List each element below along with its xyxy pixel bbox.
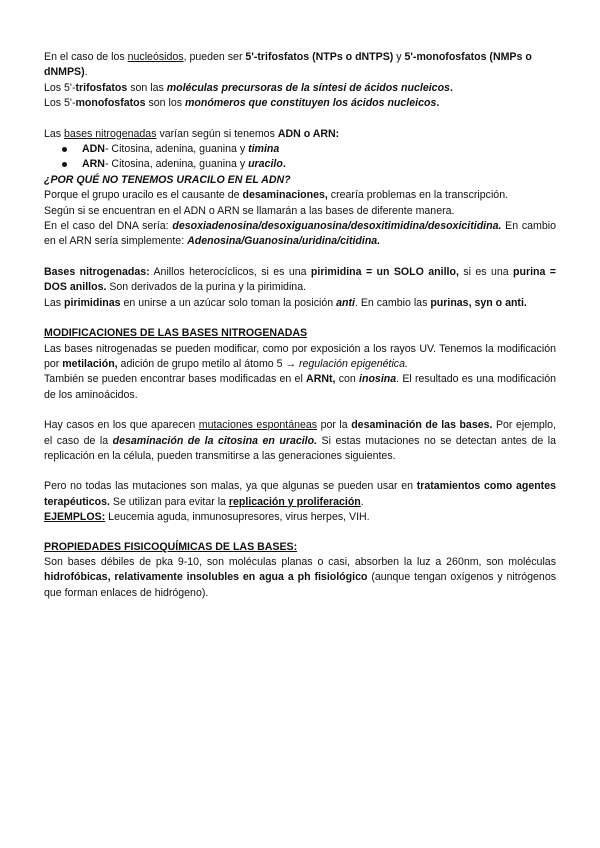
bold-term: pirimidinas bbox=[64, 296, 121, 309]
text: Si estas mutaciones no se detectan antes de la replicación en la célula, pueden transmitirse a las generaciones siguientes. bbox=[44, 434, 556, 462]
bold-italic-term: timina bbox=[248, 143, 280, 156]
text: Se utilizan para evitar la bbox=[109, 495, 229, 508]
bold-underlined-term: EJEMPLOS: bbox=[44, 511, 106, 524]
bold-term: purinas, syn o anti. bbox=[430, 296, 527, 309]
text: si es una bbox=[458, 265, 514, 278]
text: Son bases débiles de pka 9-10, son moléculas planas o casi, absorben la luz a 260nm, son moléculas bbox=[44, 555, 556, 568]
paragraph-trifosfatos bbox=[44, 81, 556, 96]
section-heading: MODIFICACIONES DE LAS BASES NITROGENADAS bbox=[44, 327, 308, 340]
paragraph-nucleosidos bbox=[44, 50, 556, 81]
text: . bbox=[360, 495, 364, 508]
text: son los bbox=[145, 97, 185, 110]
text: Leucemia aguda, inmunosupresores, virus herpes, VIH. bbox=[105, 511, 370, 524]
list-item-adn bbox=[44, 142, 556, 157]
bold-italic-heading: ¿POR QUÉ NO TENEMOS URACILO EN EL ADN? bbox=[44, 173, 291, 186]
paragraph-monofosfatos bbox=[44, 96, 556, 111]
text: Hay casos en los que aparecen bbox=[44, 419, 199, 432]
text: (aunque tengan oxígenos y nitrógenos que forman enlaces de hidrógeno). bbox=[44, 571, 557, 599]
bold-term: desaminación de las bases. bbox=[351, 419, 493, 432]
text: son las bbox=[127, 81, 167, 94]
bold-term: metilación, bbox=[62, 357, 118, 370]
spacer bbox=[44, 112, 556, 127]
text: Por ejemplo, el caso de la bbox=[44, 419, 556, 447]
bold-italic-term: uracilo bbox=[248, 158, 283, 171]
text: , pueden ser bbox=[183, 51, 246, 63]
bold-term: ADN bbox=[82, 143, 105, 156]
text: por la bbox=[317, 419, 352, 432]
document-body bbox=[44, 50, 556, 601]
bold-term: ADN o ARN: bbox=[277, 127, 340, 140]
text: - Citosina, adenina, guanina y bbox=[104, 158, 249, 171]
text: Las bbox=[44, 127, 65, 140]
bold-italic-term: Adenosina/Guanosina/uridina/citidina. bbox=[187, 235, 381, 248]
text: Los 5'- bbox=[44, 81, 76, 94]
text: adición de grupo metilo al átomo 5 → bbox=[117, 357, 299, 370]
text: También se pueden encontrar bases modificadas en el bbox=[44, 373, 307, 386]
bold-term: 5'-trifosfatos (NTPs o dNTPS) bbox=[245, 51, 394, 63]
section-heading: PROPIEDADES FISICOQUÍMICAS DE LAS BASES: bbox=[44, 540, 298, 553]
section-heading-modificaciones bbox=[44, 326, 556, 341]
bold-italic-term: desaminación de la citosina en uracilo. bbox=[112, 434, 318, 447]
paragraph-desaminaciones bbox=[44, 188, 556, 203]
bold-italic-term: monómeros que constituyen los ácidos nucleicos bbox=[184, 97, 437, 110]
text: . bbox=[449, 81, 453, 94]
bold-term: hidrofóbicas, relativamente insolubles en agua a ph fisiológico bbox=[44, 571, 368, 584]
text: Son derivados de la purina y la pirimidina. bbox=[106, 281, 307, 294]
bold-term: trifosfatos bbox=[75, 81, 128, 94]
text: . bbox=[84, 66, 88, 79]
spacer bbox=[44, 250, 556, 265]
paragraph-ejemplos bbox=[44, 510, 556, 525]
text: crearía problemas en la transcripción. bbox=[327, 189, 509, 202]
bases-list bbox=[44, 142, 556, 173]
bold-term: monofosfatos bbox=[75, 97, 146, 110]
text: . El resultado es una modificación de los aminoácidos. bbox=[44, 373, 557, 401]
spacer bbox=[44, 526, 556, 540]
bold-term: desaminaciones, bbox=[242, 189, 328, 202]
text: Las bbox=[44, 296, 65, 309]
text: en unirse a un azúcar solo toman la posición bbox=[120, 296, 337, 309]
section-heading-propiedades bbox=[44, 540, 556, 555]
text: En cambio en el ARN sería simplemente: bbox=[44, 220, 556, 248]
bold-italic-term: moléculas precursoras de la síntesi de ácidos nucleicos bbox=[166, 81, 450, 94]
paragraph-mutaciones bbox=[44, 418, 556, 464]
bold-term: ARNt, bbox=[306, 373, 336, 386]
underlined-term: bases nitrogenadas bbox=[64, 127, 157, 140]
text: . bbox=[282, 158, 286, 171]
paragraph-propiedades bbox=[44, 555, 556, 601]
paragraph-pirimidinas bbox=[44, 296, 556, 311]
text: Porque el grupo uracilo es el causante de bbox=[44, 189, 243, 202]
paragraph-nombres: Según si se encuentran en el ADN o ARN se llamarán a las bases de diferente manera. bbox=[44, 204, 455, 217]
text: y bbox=[393, 51, 405, 63]
bold-underlined-term: replicación y proliferación bbox=[228, 495, 361, 508]
italic-term: regulación epigenética. bbox=[298, 357, 408, 370]
bold-italic-term: inosina bbox=[359, 373, 397, 386]
text: Pero no todas las mutaciones son malas, ya que algunas se pueden usar en bbox=[44, 480, 417, 493]
text: . bbox=[436, 97, 440, 110]
text: Los 5'- bbox=[44, 97, 76, 110]
paragraph-bases-intro bbox=[44, 127, 556, 142]
text: varían según si tenemos bbox=[156, 127, 278, 140]
text: En el caso de los bbox=[44, 51, 128, 63]
bold-term: 5'-monofosfatos (NMPs o dNMPS) bbox=[44, 51, 532, 79]
paragraph-dna-arn bbox=[44, 219, 556, 250]
spacer bbox=[44, 464, 556, 479]
paragraph-metilacion bbox=[44, 342, 556, 373]
bold-italic-term: desoxiadenosina/desoxiguanosina/desoxitimidina/desoxicitidina. bbox=[172, 220, 502, 233]
bold-term: pirimidina = un SOLO anillo, bbox=[310, 265, 459, 278]
underlined-term: nucleósidos bbox=[127, 51, 184, 63]
paragraph-arnt bbox=[44, 372, 556, 403]
bold-term: tratamientos como agentes terapéuticos. bbox=[44, 480, 556, 508]
bold-term: ARN bbox=[82, 158, 105, 171]
text: . En cambio las bbox=[354, 296, 431, 309]
bold-italic-term: anti bbox=[336, 296, 355, 309]
text: Las bases nitrogenadas se pueden modificar, como por exposición a los rayos UV. Tenemos la modificación por bbox=[44, 342, 556, 370]
text: con bbox=[335, 373, 360, 386]
underlined-term: mutaciones espontáneas bbox=[198, 419, 318, 432]
spacer bbox=[44, 403, 556, 418]
list-item-arn bbox=[44, 157, 556, 172]
spacer bbox=[44, 311, 556, 326]
paragraph-bases-nitrogenadas bbox=[44, 265, 556, 296]
question-heading bbox=[44, 173, 556, 188]
text: Anillos heterocíclicos, si es una bbox=[149, 265, 311, 278]
text: - Citosina, adenina, guanina y bbox=[104, 143, 249, 156]
bold-term: Bases nitrogenadas: bbox=[44, 265, 150, 278]
bold-term: purina = DOS anillos. bbox=[44, 265, 556, 294]
paragraph-tratamientos bbox=[44, 479, 556, 510]
text: En el caso del DNA sería: bbox=[44, 220, 173, 233]
